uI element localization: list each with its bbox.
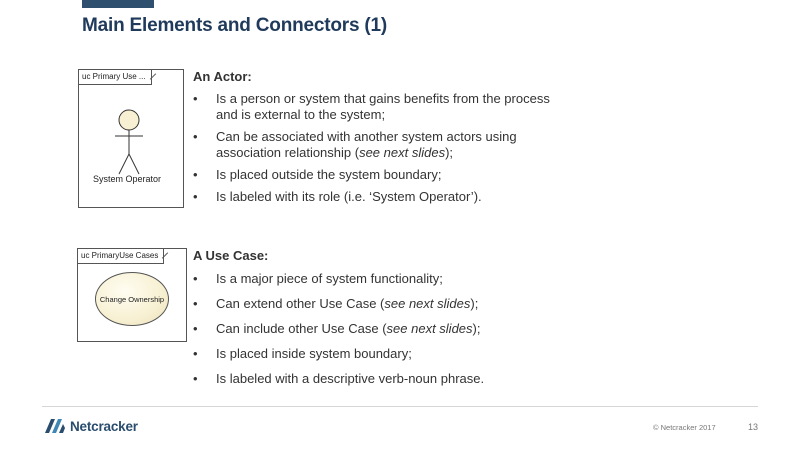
actor-heading: An Actor: bbox=[193, 69, 252, 84]
netcracker-logo-icon bbox=[44, 418, 66, 434]
usecase-bullet: • Can include other Use Case (see next slides); bbox=[193, 321, 583, 337]
actor-diagram-tab: uc Primary Use ... bbox=[79, 70, 152, 85]
usecase-label: Change Ownership bbox=[99, 294, 165, 304]
title-accent-bar bbox=[82, 0, 154, 8]
usecase-ellipse bbox=[95, 272, 169, 326]
usecase-diagram bbox=[77, 248, 187, 342]
actor-bullet: • Is placed outside the system boundary; bbox=[193, 167, 583, 183]
usecase-bullet: • Is placed inside system boundary; bbox=[193, 346, 583, 362]
actor-bullet-list bbox=[193, 91, 583, 205]
actor-description bbox=[193, 69, 583, 211]
usecase-bullet: • Can extend other Use Case (see next slides); bbox=[193, 296, 583, 312]
usecase-heading: A Use Case: bbox=[193, 248, 269, 263]
logo-text: Netcracker bbox=[70, 418, 138, 434]
usecase-diagram-tab: uc PrimaryUse Cases bbox=[78, 249, 164, 264]
usecase-bullet: • Is labeled with a descriptive verb-noun phrase. bbox=[193, 371, 583, 387]
copyright-text: © Netcracker 2017 bbox=[653, 423, 716, 432]
usecase-bullet: • Is a major piece of system functionality; bbox=[193, 271, 583, 287]
actor-label: System Operator bbox=[93, 174, 162, 184]
page-number: 13 bbox=[748, 422, 759, 432]
actor-bullet: • Can be associated with another system actors using association relationship (see next slides); bbox=[193, 129, 576, 161]
page-title: Main Elements and Connectors (1) bbox=[82, 15, 388, 36]
actor-bullet: • Is labeled with its role (i.e. ‘System Operator’). bbox=[193, 189, 583, 205]
usecase-description bbox=[193, 248, 583, 393]
usecase-bullet-list bbox=[193, 271, 583, 387]
actor-diagram bbox=[78, 69, 184, 208]
actor-stick-figure-icon bbox=[79, 70, 183, 207]
netcracker-logo bbox=[44, 418, 138, 434]
footer-divider bbox=[42, 406, 758, 407]
actor-bullet: • Is a person or system that gains benefits from the process and is external to the system; bbox=[193, 91, 561, 123]
